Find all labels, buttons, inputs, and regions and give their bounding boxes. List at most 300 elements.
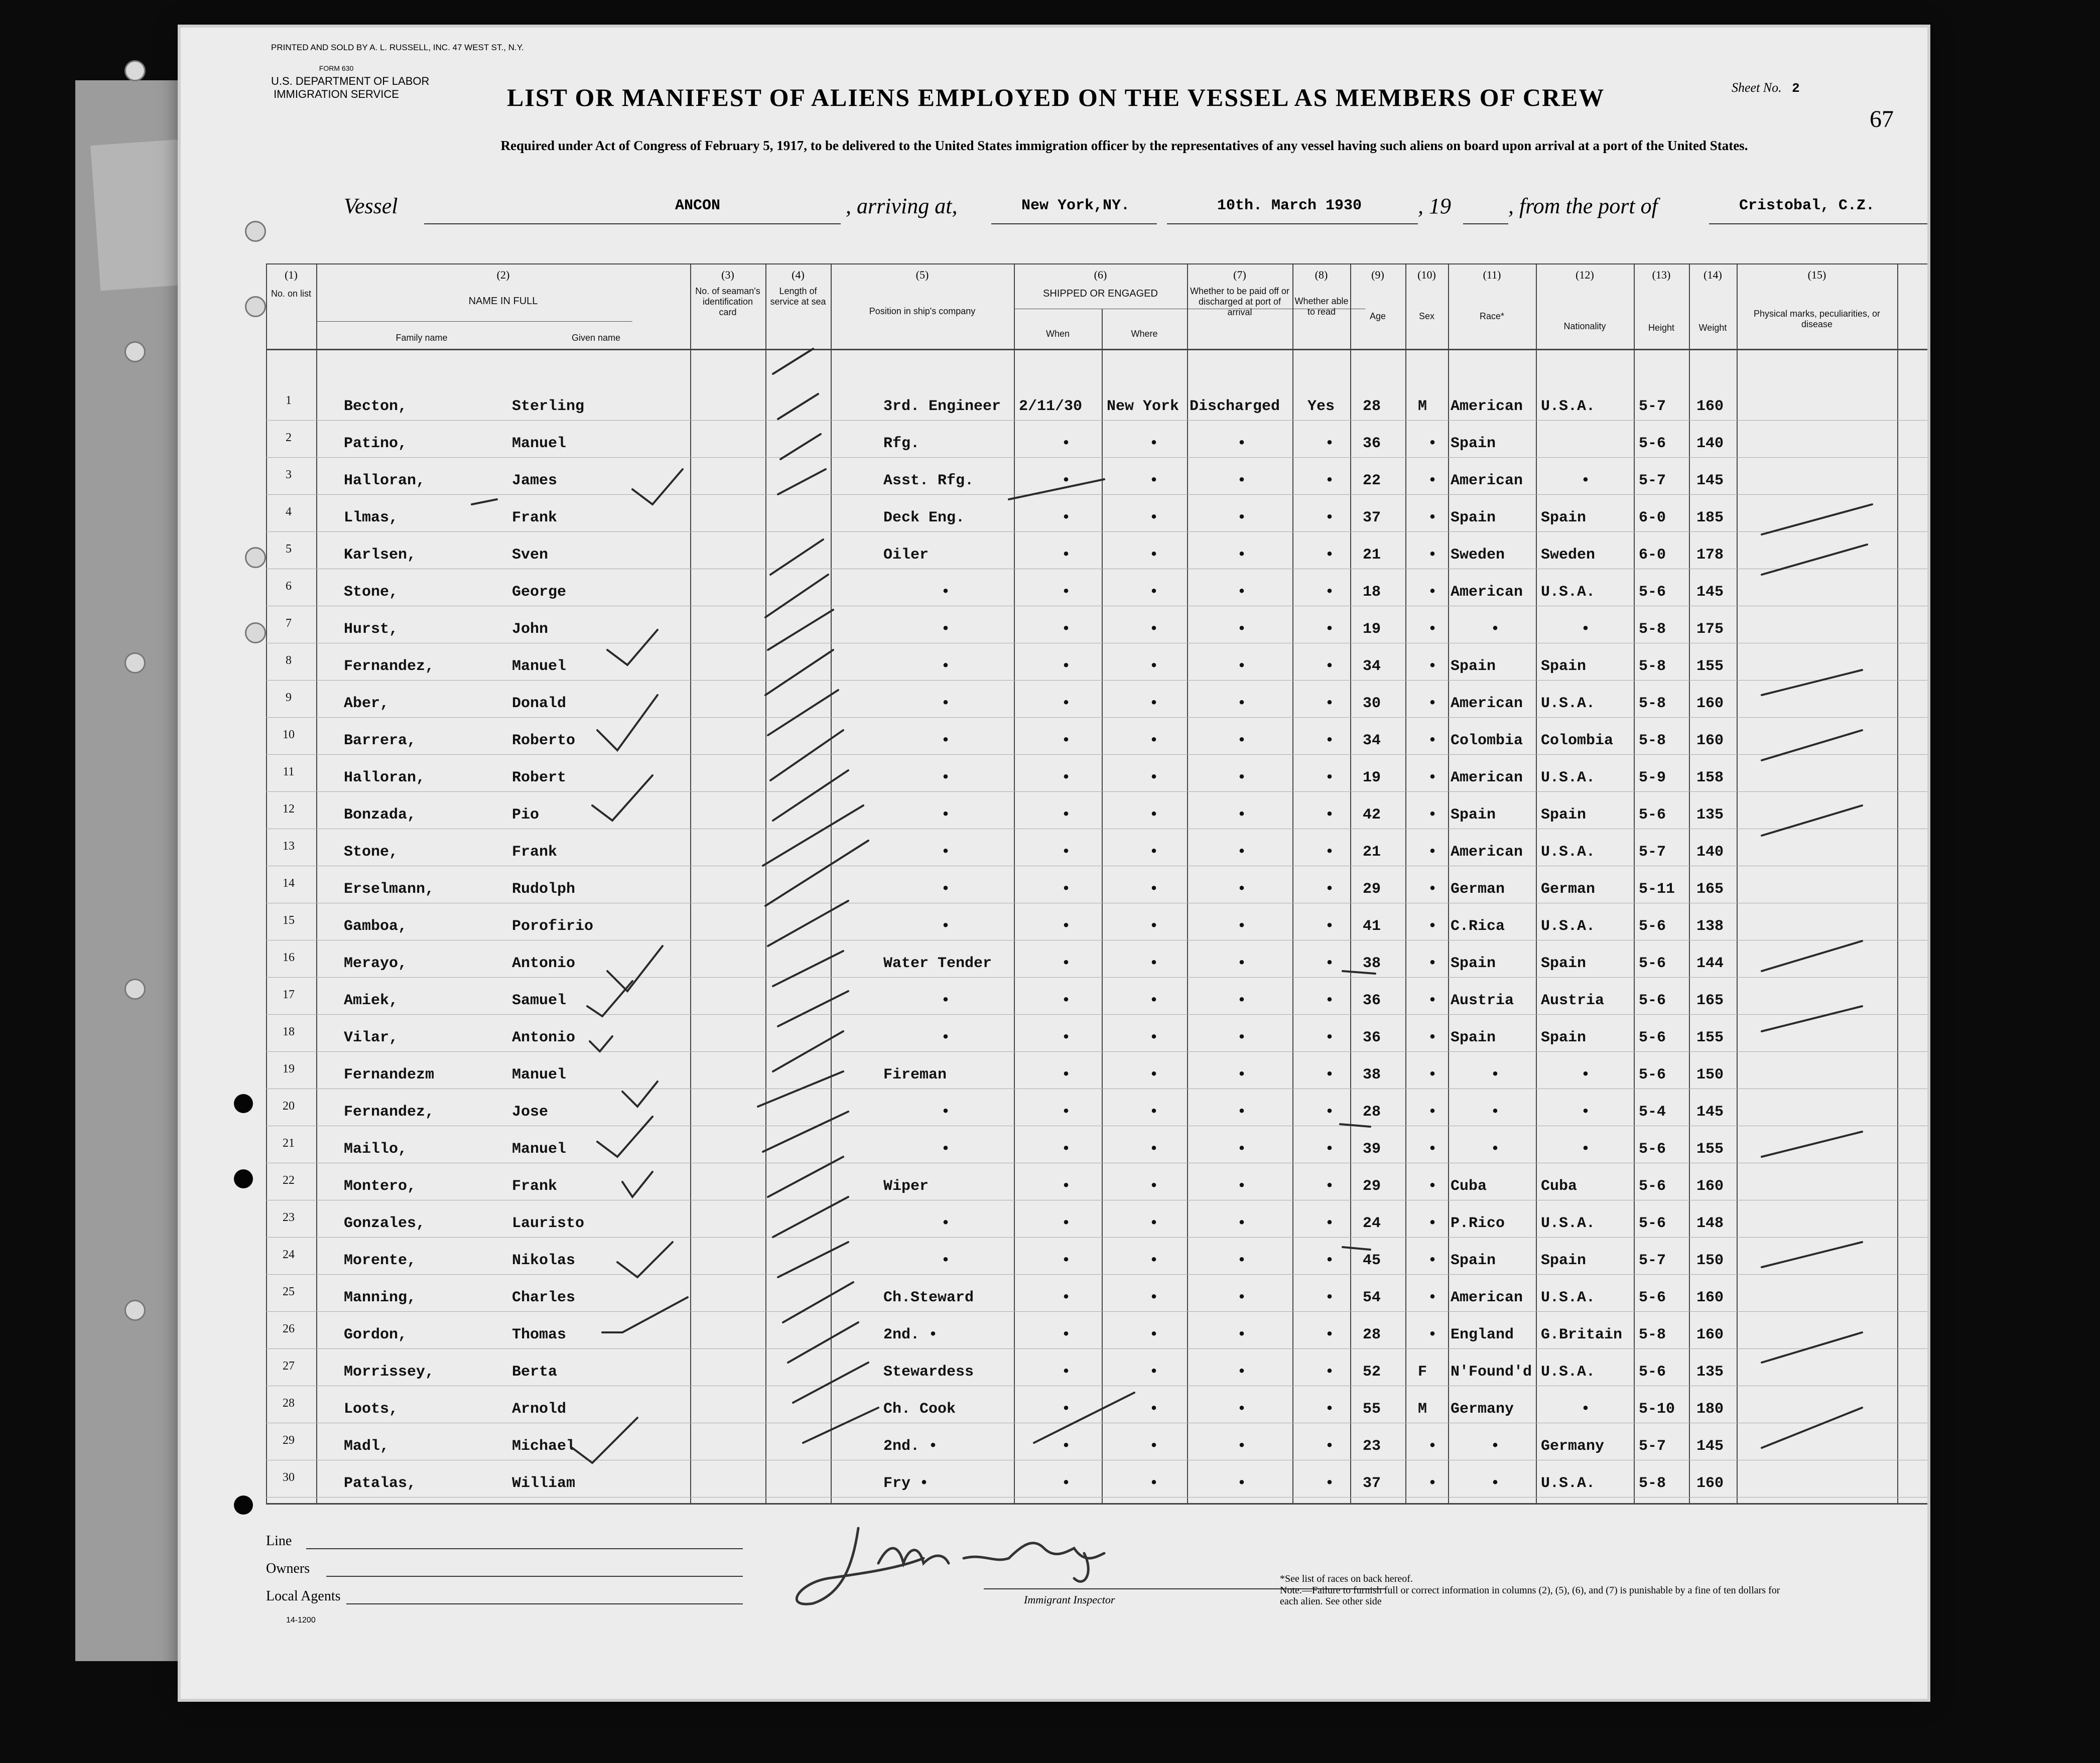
weight: 155 — [1696, 658, 1724, 675]
page-number: 67 — [1870, 106, 1894, 132]
race: Spain — [1451, 955, 1496, 972]
given-name: Pio — [512, 806, 540, 824]
height: 5-6 — [1639, 1178, 1666, 1195]
race: C.Rica — [1451, 918, 1505, 935]
position: • — [941, 584, 951, 601]
shipped-when: • — [1062, 769, 1071, 786]
family-name: Karlsen, — [344, 547, 417, 564]
position: • — [941, 732, 951, 749]
weight: 155 — [1696, 1141, 1724, 1158]
shipped-where: • — [1149, 547, 1159, 564]
family-name: Morente, — [344, 1252, 417, 1269]
shipped-when: • — [1062, 509, 1071, 526]
departure-port: Cristobal, C.Z. — [1739, 197, 1875, 214]
family-name: Morrissey, — [344, 1364, 435, 1381]
shipped-where: • — [1149, 584, 1159, 601]
paid-off: • — [1237, 955, 1247, 972]
family-name: Barrera, — [344, 732, 417, 749]
binder-hole — [124, 1300, 146, 1321]
position: • — [941, 769, 951, 786]
given-name: Berta — [512, 1364, 558, 1381]
weight: 140 — [1696, 435, 1724, 452]
paid-off: • — [1237, 1401, 1247, 1418]
given-name: Michael — [512, 1438, 576, 1455]
given-name: Robert — [512, 769, 567, 786]
shipped-where: • — [1149, 1289, 1159, 1306]
family-name: Bonzada, — [344, 806, 417, 824]
sheet-number — [1732, 80, 1800, 96]
nationality: U.S.A. — [1541, 1364, 1596, 1381]
row-number: 1 — [286, 394, 292, 407]
sex: • — [1428, 435, 1437, 452]
weight: 165 — [1696, 992, 1724, 1009]
nationality: U.S.A. — [1541, 844, 1596, 861]
nationality: Colombia — [1541, 732, 1614, 749]
row-number: 26 — [283, 1322, 295, 1335]
height: 5-8 — [1639, 658, 1666, 675]
given-name: Porofirio — [512, 918, 594, 935]
shipped-when: • — [1062, 1104, 1071, 1121]
age: 29 — [1363, 881, 1381, 898]
nationality: G.Britain — [1541, 1326, 1623, 1343]
race: P.Rico — [1451, 1215, 1505, 1232]
weight: 135 — [1696, 806, 1724, 824]
able-to-read: • — [1325, 769, 1335, 786]
given-name: Frank — [512, 844, 558, 861]
weight: 158 — [1696, 769, 1724, 786]
given-name: Manuel — [512, 658, 567, 675]
age: 23 — [1363, 1438, 1381, 1455]
nationality: Germany — [1541, 1438, 1605, 1455]
weight: 160 — [1696, 1475, 1724, 1492]
row-rule — [266, 791, 1927, 792]
shipped-where: • — [1149, 881, 1159, 898]
arrival-port: New York,NY. — [1021, 197, 1130, 214]
position: Ch. Cook — [883, 1401, 956, 1418]
sex: • — [1428, 1215, 1437, 1232]
from-port-label: , from the port of — [1508, 194, 1658, 218]
col-header-physical-marks: Physical marks, peculiarities, or disease — [1753, 309, 1881, 329]
col-header-sex: Sex — [1418, 311, 1435, 321]
height: 6-0 — [1639, 509, 1666, 526]
row-number: 4 — [286, 505, 292, 518]
paid-off: • — [1237, 769, 1247, 786]
able-to-read: Yes — [1307, 398, 1335, 415]
row-rule — [266, 1051, 1927, 1052]
sex: • — [1428, 1475, 1437, 1492]
weight: 145 — [1696, 1438, 1724, 1455]
col5-number: (5) — [915, 268, 929, 281]
col-header-family: Family name — [396, 333, 448, 343]
paid-off: • — [1237, 695, 1247, 712]
weight: 144 — [1696, 955, 1724, 972]
shipped-when: • — [1062, 1141, 1071, 1158]
sex: • — [1428, 472, 1437, 489]
weight: 150 — [1696, 1066, 1724, 1083]
family-name: Loots, — [344, 1401, 399, 1418]
able-to-read: • — [1325, 1289, 1335, 1306]
family-name: Vilar, — [344, 1029, 399, 1046]
shipped-when: • — [1062, 435, 1071, 452]
shipped-when: • — [1062, 1289, 1071, 1306]
shipped-where: • — [1149, 1178, 1159, 1195]
nationality: • — [1581, 1104, 1591, 1121]
row-number: 25 — [283, 1285, 295, 1298]
shipped-where: • — [1149, 1401, 1159, 1418]
year-label: , 19 — [1418, 194, 1451, 218]
shipped-when: • — [1062, 1252, 1071, 1269]
arrival-date: 10th. March 1930 — [1217, 197, 1362, 214]
weight: 180 — [1696, 1401, 1724, 1418]
race: American — [1451, 844, 1523, 861]
shipped-where: • — [1149, 806, 1159, 824]
age: 36 — [1363, 992, 1381, 1009]
shipped-when: • — [1062, 1066, 1071, 1083]
position: • — [941, 658, 951, 675]
col-header-given: Given name — [571, 333, 621, 343]
sex: • — [1428, 806, 1437, 824]
shipped-when: • — [1062, 844, 1071, 861]
col-header-where: Where — [1131, 329, 1158, 339]
nationality: • — [1581, 621, 1591, 638]
given-name: John — [512, 621, 549, 638]
nationality: Spain — [1541, 1252, 1587, 1269]
position: 2nd. • — [883, 1438, 938, 1455]
shipped-when: • — [1062, 1029, 1071, 1046]
height: 5-8 — [1639, 621, 1666, 638]
family-name: Stone, — [344, 584, 399, 601]
col8-number: (8) — [1315, 268, 1328, 281]
shipped-where: • — [1149, 1252, 1159, 1269]
age: 37 — [1363, 509, 1381, 526]
given-name: Samuel — [512, 992, 567, 1009]
shipped-when: • — [1062, 881, 1071, 898]
given-name: George — [512, 584, 567, 601]
weight: 178 — [1696, 547, 1724, 564]
height: 5-6 — [1639, 918, 1666, 935]
able-to-read: • — [1325, 806, 1335, 824]
position: • — [941, 1252, 951, 1269]
race: • — [1491, 1066, 1500, 1083]
given-name: Thomas — [512, 1326, 567, 1343]
position: Wiper — [883, 1178, 929, 1195]
sex: • — [1428, 695, 1437, 712]
able-to-read: • — [1325, 1475, 1335, 1492]
shipped-where: • — [1149, 435, 1159, 452]
able-to-read: • — [1325, 1104, 1335, 1121]
given-name: Frank — [512, 509, 558, 526]
given-name: Charles — [512, 1289, 576, 1306]
col6-number: (6) — [1094, 268, 1107, 281]
height: 5-7 — [1639, 1252, 1666, 1269]
row-number: 15 — [283, 914, 295, 927]
able-to-read: • — [1325, 472, 1335, 489]
able-to-read: • — [1325, 584, 1335, 601]
age: 37 — [1363, 1475, 1381, 1492]
col-header-no: No. on list — [271, 289, 312, 299]
row-rule — [266, 1014, 1927, 1015]
row-rule — [266, 680, 1927, 681]
able-to-read: • — [1325, 992, 1335, 1009]
col-header-weight: Weight — [1698, 323, 1727, 333]
able-to-read: • — [1325, 1141, 1335, 1158]
race: Spain — [1451, 1252, 1496, 1269]
shipped-when: • — [1062, 732, 1071, 749]
weight: 150 — [1696, 1252, 1724, 1269]
race: • — [1491, 1475, 1500, 1492]
family-name: Becton, — [344, 398, 408, 415]
row-number: 17 — [283, 988, 295, 1001]
row-rule — [266, 977, 1927, 978]
shipped-when: • — [1062, 1475, 1071, 1492]
shipped-where: • — [1149, 621, 1159, 638]
given-name: Antonio — [512, 1029, 576, 1046]
nationality: • — [1581, 472, 1591, 489]
family-name: Gonzales, — [344, 1215, 426, 1232]
race: Sweden — [1451, 547, 1505, 564]
paid-off: Discharged — [1190, 398, 1280, 415]
col-header-height: Height — [1648, 323, 1675, 333]
age: 55 — [1363, 1401, 1381, 1418]
age: 18 — [1363, 584, 1381, 601]
row-number: 5 — [286, 543, 292, 556]
page-title: LIST OR MANIFEST OF ALIENS EMPLOYED ON THE VESSEL AS MEMBERS OF CREW — [507, 83, 1605, 111]
age: 22 — [1363, 472, 1381, 489]
paid-off: • — [1237, 918, 1247, 935]
weight: 160 — [1696, 1289, 1724, 1306]
able-to-read: • — [1325, 1364, 1335, 1381]
row-number: 18 — [283, 1025, 295, 1038]
nationality: German — [1541, 881, 1596, 898]
shipped-where: • — [1149, 1215, 1159, 1232]
binder-hole — [234, 1169, 253, 1188]
given-name: Donald — [512, 695, 567, 712]
immigrant-inspector-label: Immigrant Inspector — [1024, 1593, 1115, 1606]
weight: 140 — [1696, 844, 1724, 861]
family-name: Madl, — [344, 1438, 389, 1455]
col10-number: (10) — [1417, 268, 1436, 281]
shipped-where: • — [1149, 509, 1159, 526]
row-rule — [266, 494, 1927, 495]
col4-number: (4) — [792, 268, 805, 281]
race: Colombia — [1451, 732, 1523, 749]
binder-hole — [234, 1496, 253, 1515]
col-header-name: NAME IN FULL — [468, 296, 538, 307]
race: Spain — [1451, 509, 1496, 526]
position: • — [941, 1141, 951, 1158]
race: Spain — [1451, 806, 1496, 824]
family-name: Gordon, — [344, 1326, 408, 1343]
height: 5-7 — [1639, 1438, 1666, 1455]
paid-off: • — [1237, 881, 1247, 898]
position: • — [941, 1215, 951, 1232]
row-rule — [266, 1274, 1927, 1275]
sex: • — [1428, 955, 1437, 972]
given-name: James — [512, 472, 558, 489]
height: 5-6 — [1639, 1289, 1666, 1306]
height: 5-6 — [1639, 435, 1666, 452]
race: American — [1451, 769, 1523, 786]
sex: • — [1428, 1252, 1437, 1269]
shipped-where: • — [1149, 1029, 1159, 1046]
family-name: Erselmann, — [344, 881, 435, 898]
shipped-when: • — [1062, 1364, 1071, 1381]
sex: • — [1428, 1029, 1437, 1046]
sheet-number-value: 2 — [1792, 81, 1800, 96]
given-name: William — [512, 1475, 576, 1492]
shipped-where: New York — [1107, 398, 1179, 415]
sex: • — [1428, 1326, 1437, 1343]
sex: • — [1428, 1438, 1437, 1455]
position: 2nd. • — [883, 1326, 938, 1343]
given-name: Jose — [512, 1104, 549, 1121]
shipped-where: • — [1149, 472, 1159, 489]
race: American — [1451, 398, 1523, 415]
weight: 175 — [1696, 621, 1724, 638]
able-to-read: • — [1325, 918, 1335, 935]
age: 52 — [1363, 1364, 1381, 1381]
sex: • — [1428, 992, 1437, 1009]
family-name: Maillo, — [344, 1141, 408, 1158]
paid-off: • — [1237, 658, 1247, 675]
able-to-read: • — [1325, 881, 1335, 898]
height: 5-6 — [1639, 1215, 1666, 1232]
col1-number: (1) — [285, 268, 298, 281]
sex: • — [1428, 1289, 1437, 1306]
nationality: • — [1581, 1066, 1591, 1083]
row-rule — [266, 1237, 1927, 1238]
row-number: 16 — [283, 951, 295, 964]
age: 24 — [1363, 1215, 1381, 1232]
row-number: 10 — [283, 728, 295, 741]
position: Water Tender — [883, 955, 992, 972]
given-name: Frank — [512, 1178, 558, 1195]
paid-off: • — [1237, 1475, 1247, 1492]
paid-off: • — [1237, 1029, 1247, 1046]
height: 5-6 — [1639, 1029, 1666, 1046]
height: 5-11 — [1639, 881, 1675, 898]
position: • — [941, 918, 951, 935]
paid-off: • — [1237, 1215, 1247, 1232]
sex: • — [1428, 1104, 1437, 1121]
shipped-when: • — [1062, 1438, 1071, 1455]
sex: • — [1428, 881, 1437, 898]
family-name: Fernandezm — [344, 1066, 435, 1083]
binder-hole — [245, 296, 266, 317]
col-header-shipped: SHIPPED OR ENGAGED — [1043, 288, 1158, 299]
race: N'Found'd — [1451, 1364, 1532, 1381]
col13-number: (13) — [1652, 268, 1671, 281]
department-name: U.S. DEPARTMENT OF LABOR — [271, 75, 430, 87]
weight: 138 — [1696, 918, 1724, 935]
height: 5-6 — [1639, 992, 1666, 1009]
col7-number: (7) — [1233, 268, 1246, 281]
sex: M — [1418, 1401, 1427, 1418]
penalty-note: Note.—Failure to furnish full or correct information in columns (2), (5), (6), and (7) is punishable by a fine of ten dollars for each alien. See other side — [1280, 1585, 1780, 1607]
paid-off: • — [1237, 1066, 1247, 1083]
able-to-read: • — [1325, 509, 1335, 526]
paid-off: • — [1237, 1104, 1247, 1121]
shipped-where: • — [1149, 1475, 1159, 1492]
height: 5-4 — [1639, 1104, 1666, 1121]
given-name: Manuel — [512, 1066, 567, 1083]
height: 5-10 — [1639, 1401, 1675, 1418]
sex: M — [1418, 398, 1427, 415]
height: 5-6 — [1639, 806, 1666, 824]
row-number: 7 — [286, 617, 292, 630]
col11-number: (11) — [1483, 268, 1501, 281]
nationality: Spain — [1541, 509, 1587, 526]
race: American — [1451, 472, 1523, 489]
age: 34 — [1363, 732, 1381, 749]
sex: • — [1428, 658, 1437, 675]
row-number: 20 — [283, 1100, 295, 1113]
col-header-age: Age — [1369, 311, 1386, 321]
able-to-read: • — [1325, 658, 1335, 675]
race: German — [1451, 881, 1505, 898]
sheet-label: Sheet No. — [1732, 80, 1782, 95]
race: • — [1491, 1141, 1500, 1158]
race: Austria — [1451, 992, 1514, 1009]
race: Spain — [1451, 658, 1496, 675]
row-number: 3 — [286, 468, 292, 481]
able-to-read: • — [1325, 435, 1335, 452]
age: 30 — [1363, 695, 1381, 712]
shipped-where: • — [1149, 1141, 1159, 1158]
binder-hole — [124, 60, 146, 81]
sex: • — [1428, 584, 1437, 601]
row-rule — [266, 754, 1927, 755]
age: 45 — [1363, 1252, 1381, 1269]
shipped-where: • — [1149, 1364, 1159, 1381]
row-number: 8 — [286, 654, 292, 667]
col-header-read: Whether able to read — [1294, 296, 1349, 317]
shipped-where: • — [1149, 658, 1159, 675]
family-name: Patalas, — [344, 1475, 417, 1492]
shipped-when: • — [1062, 547, 1071, 564]
height: 5-6 — [1639, 1364, 1666, 1381]
row-number: 23 — [283, 1211, 295, 1224]
shipped-when: • — [1062, 695, 1071, 712]
weight: 160 — [1696, 1326, 1724, 1343]
weight: 145 — [1696, 584, 1724, 601]
family-name: Gamboa, — [344, 918, 408, 935]
given-name: Manuel — [512, 435, 567, 452]
col14-number: (14) — [1703, 268, 1722, 281]
shipped-where: • — [1149, 1104, 1159, 1121]
race: Spain — [1451, 1029, 1496, 1046]
position: Stewardess — [883, 1364, 974, 1381]
age: 41 — [1363, 918, 1381, 935]
nationality: U.S.A. — [1541, 769, 1596, 786]
owners-label: Owners — [266, 1561, 310, 1576]
age: 19 — [1363, 621, 1381, 638]
nationality: Spain — [1541, 1029, 1587, 1046]
paid-off: • — [1237, 472, 1247, 489]
nationality: U.S.A. — [1541, 584, 1596, 601]
able-to-read: • — [1325, 955, 1335, 972]
paid-off: • — [1237, 435, 1247, 452]
family-name: Halloran, — [344, 472, 426, 489]
col-header-service-length: Length of service at sea — [770, 286, 826, 307]
shipped-when: • — [1062, 1215, 1071, 1232]
nationality: Spain — [1541, 955, 1587, 972]
binder-hole — [124, 341, 146, 362]
height: 6-0 — [1639, 547, 1666, 564]
family-name: Llmas, — [344, 509, 399, 526]
local-agents-label: Local Agents — [266, 1588, 341, 1604]
shipped-where: • — [1149, 769, 1159, 786]
